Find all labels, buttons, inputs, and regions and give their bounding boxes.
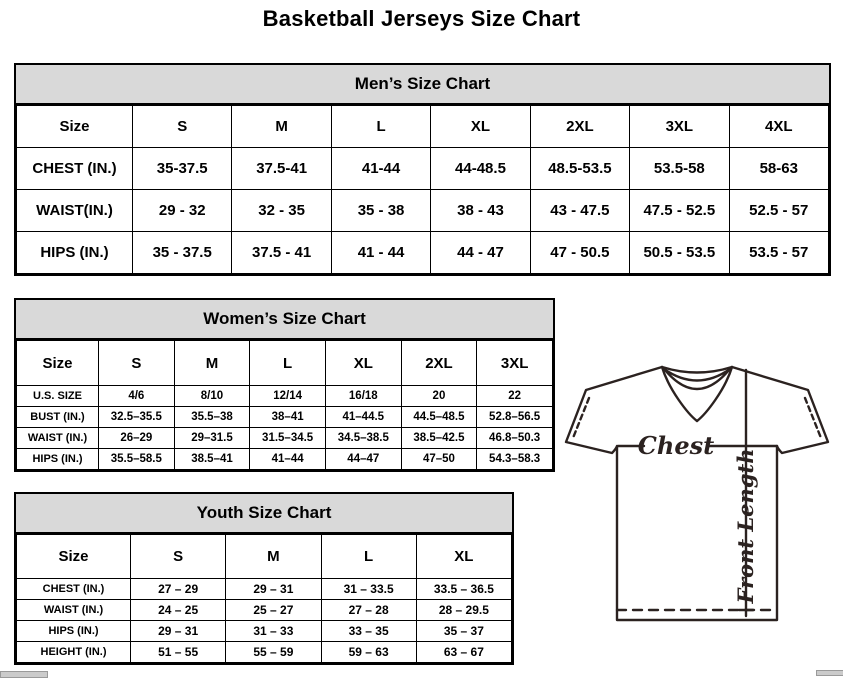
womens-chart-title: Women’s Size Chart xyxy=(16,300,553,340)
size-value-cell: 32.5–35.5 xyxy=(99,407,175,428)
front-length-label: Front Length xyxy=(733,448,758,604)
size-value-cell: 35 - 38 xyxy=(331,190,430,232)
size-value-cell: 53.5-58 xyxy=(630,148,729,190)
womens-size-chart-panel xyxy=(14,298,555,472)
size-value-cell: 41–44.5 xyxy=(325,407,401,428)
size-value-cell: 58-63 xyxy=(729,148,828,190)
column-header: 3XL xyxy=(630,106,729,148)
column-header: S xyxy=(131,535,226,579)
size-value-cell: 38 - 43 xyxy=(431,190,530,232)
size-value-cell: 41–44 xyxy=(250,449,326,470)
size-value-cell: 31 – 33 xyxy=(226,621,321,642)
size-column-header: Size xyxy=(17,106,133,148)
size-value-cell: 38.5–41 xyxy=(174,449,250,470)
size-value-cell: 55 – 59 xyxy=(226,642,321,663)
row-label: WAIST (IN.) xyxy=(17,428,99,449)
column-header: XL xyxy=(416,535,511,579)
womens-chart-table xyxy=(16,340,553,470)
jersey-diagram-icon xyxy=(556,358,840,626)
column-header: L xyxy=(321,535,416,579)
size-value-cell: 59 – 63 xyxy=(321,642,416,663)
size-value-cell: 47.5 - 52.5 xyxy=(630,190,729,232)
size-value-cell: 16/18 xyxy=(325,386,401,407)
size-value-cell: 53.5 - 57 xyxy=(729,232,828,274)
mens-table-body xyxy=(17,148,829,274)
table-row xyxy=(17,600,512,621)
scrollbar-fragment-left[interactable] xyxy=(0,671,48,678)
size-value-cell: 35.5–38 xyxy=(174,407,250,428)
table-row xyxy=(17,190,829,232)
column-header: 3XL xyxy=(477,341,553,386)
size-value-cell: 54.3–58.3 xyxy=(477,449,553,470)
jersey-neck-top xyxy=(662,367,732,373)
column-header: 4XL xyxy=(729,106,828,148)
womens-header-row xyxy=(17,341,553,386)
youth-table-body xyxy=(17,579,512,663)
row-label: CHEST (IN.) xyxy=(17,148,133,190)
chest-label: Chest xyxy=(637,431,715,460)
size-value-cell: 24 – 25 xyxy=(131,600,226,621)
womens-table-body xyxy=(17,386,553,470)
column-header: 2XL xyxy=(530,106,629,148)
size-value-cell: 41 - 44 xyxy=(331,232,430,274)
jersey-measurement-diagram xyxy=(556,358,840,626)
column-header: 2XL xyxy=(401,341,477,386)
mens-chart-title: Men’s Size Chart xyxy=(16,65,829,105)
size-value-cell: 50.5 - 53.5 xyxy=(630,232,729,274)
size-value-cell: 44–47 xyxy=(325,449,401,470)
row-label: WAIST(IN.) xyxy=(17,190,133,232)
size-value-cell: 37.5 - 41 xyxy=(232,232,331,274)
size-value-cell: 27 – 29 xyxy=(131,579,226,600)
youth-chart-table xyxy=(16,534,512,663)
column-header: XL xyxy=(325,341,401,386)
table-row xyxy=(17,148,829,190)
size-column-header: Size xyxy=(17,341,99,386)
size-value-cell: 41-44 xyxy=(331,148,430,190)
size-value-cell: 51 – 55 xyxy=(131,642,226,663)
scrollbar-fragment-right[interactable] xyxy=(816,670,843,676)
size-value-cell: 44.5–48.5 xyxy=(401,407,477,428)
size-value-cell: 29 – 31 xyxy=(131,621,226,642)
size-value-cell: 37.5-41 xyxy=(232,148,331,190)
mens-size-chart-panel xyxy=(14,63,831,276)
row-label: HIPS (IN.) xyxy=(17,232,133,274)
size-value-cell: 44 - 47 xyxy=(431,232,530,274)
row-label: HEIGHT (IN.) xyxy=(17,642,131,663)
size-value-cell: 22 xyxy=(477,386,553,407)
table-row xyxy=(17,579,512,600)
size-value-cell: 29 – 31 xyxy=(226,579,321,600)
size-value-cell: 20 xyxy=(401,386,477,407)
column-header: L xyxy=(331,106,430,148)
table-row xyxy=(17,386,553,407)
column-header: L xyxy=(250,341,326,386)
row-label: U.S. SIZE xyxy=(17,386,99,407)
size-value-cell: 52.5 - 57 xyxy=(729,190,828,232)
size-column-header: Size xyxy=(17,535,131,579)
size-value-cell: 33.5 – 36.5 xyxy=(416,579,511,600)
size-value-cell: 31 – 33.5 xyxy=(321,579,416,600)
size-value-cell: 32 - 35 xyxy=(232,190,331,232)
column-header: M xyxy=(232,106,331,148)
size-value-cell: 31.5–34.5 xyxy=(250,428,326,449)
youth-header-row xyxy=(17,535,512,579)
page-title: Basketball Jerseys Size Chart xyxy=(262,6,581,31)
table-row xyxy=(17,642,512,663)
size-value-cell: 47–50 xyxy=(401,449,477,470)
size-value-cell: 63 – 67 xyxy=(416,642,511,663)
table-row xyxy=(17,232,829,274)
mens-header-row xyxy=(17,106,829,148)
youth-chart-title: Youth Size Chart xyxy=(16,494,512,534)
column-header: S xyxy=(133,106,232,148)
mens-chart-table xyxy=(16,105,829,274)
size-value-cell: 35 - 37.5 xyxy=(133,232,232,274)
column-header: M xyxy=(174,341,250,386)
size-value-cell: 47 - 50.5 xyxy=(530,232,629,274)
size-value-cell: 43 - 47.5 xyxy=(530,190,629,232)
row-label: HIPS (IN.) xyxy=(17,621,131,642)
size-value-cell: 12/14 xyxy=(250,386,326,407)
row-label: HIPS (IN.) xyxy=(17,449,99,470)
row-label: WAIST (IN.) xyxy=(17,600,131,621)
table-row xyxy=(17,428,553,449)
size-value-cell: 27 – 28 xyxy=(321,600,416,621)
row-label: BUST (IN.) xyxy=(17,407,99,428)
column-header: M xyxy=(226,535,321,579)
size-value-cell: 52.8–56.5 xyxy=(477,407,553,428)
size-value-cell: 8/10 xyxy=(174,386,250,407)
size-value-cell: 35 – 37 xyxy=(416,621,511,642)
jersey-outline xyxy=(566,367,828,620)
size-value-cell: 38.5–42.5 xyxy=(401,428,477,449)
size-value-cell: 34.5–38.5 xyxy=(325,428,401,449)
column-header: S xyxy=(99,341,175,386)
youth-size-chart-panel xyxy=(14,492,514,665)
size-value-cell: 25 – 27 xyxy=(226,600,321,621)
size-value-cell: 46.8–50.3 xyxy=(477,428,553,449)
size-value-cell: 35-37.5 xyxy=(133,148,232,190)
size-value-cell: 29 - 32 xyxy=(133,190,232,232)
size-value-cell: 44-48.5 xyxy=(431,148,530,190)
size-value-cell: 48.5-53.5 xyxy=(530,148,629,190)
size-value-cell: 26–29 xyxy=(99,428,175,449)
size-value-cell: 33 – 35 xyxy=(321,621,416,642)
table-row xyxy=(17,407,553,428)
table-row xyxy=(17,621,512,642)
size-value-cell: 35.5–58.5 xyxy=(99,449,175,470)
size-value-cell: 28 – 29.5 xyxy=(416,600,511,621)
table-row xyxy=(17,449,553,470)
size-value-cell: 38–41 xyxy=(250,407,326,428)
row-label: CHEST (IN.) xyxy=(17,579,131,600)
column-header: XL xyxy=(431,106,530,148)
size-value-cell: 4/6 xyxy=(99,386,175,407)
size-value-cell: 29–31.5 xyxy=(174,428,250,449)
